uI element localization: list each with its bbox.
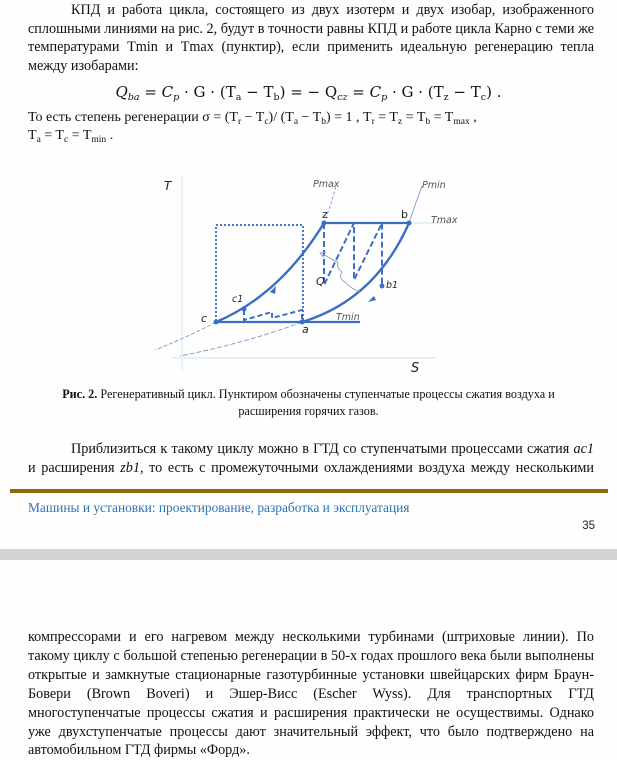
text-span: Приблизиться к такому циклу можно в ГТД со ступенчатыми процессами сжатия bbox=[71, 441, 574, 457]
formula-sub: c bbox=[480, 92, 487, 103]
formula-part: C bbox=[161, 83, 174, 101]
formula-part: · G · (T bbox=[179, 83, 236, 101]
text-line: температурами Tmin и Tmax (пунктир), если применить идеальную регенерацию тепла bbox=[28, 39, 594, 56]
text-line: уже двухступенчатые процессы дают значительный эффект, что было подтверждено на bbox=[28, 723, 594, 740]
eq-sub: r bbox=[371, 117, 375, 127]
point-b-dot bbox=[407, 221, 412, 226]
axis-label-s: S bbox=[411, 361, 420, 376]
formula-part: Q bbox=[115, 83, 128, 101]
text-line: многоступенчатые процессы сжатия и расширения практически не осуществимы. Однако bbox=[28, 704, 594, 721]
eq-sub: a bbox=[293, 117, 299, 127]
text-line: такому циклу с большой степенью регенерации в 50-х годах прошлого века были выполнены bbox=[28, 647, 594, 664]
eq-text: )/ (T bbox=[268, 110, 294, 125]
eq-text: То есть степень регенерации σ = (T bbox=[28, 110, 238, 125]
formula-part: · G · (T bbox=[387, 83, 444, 101]
eq-sub: c bbox=[63, 135, 69, 145]
text-line bbox=[28, 440, 594, 459]
eq-text: = T bbox=[40, 128, 64, 143]
formula-part: − T bbox=[448, 83, 481, 101]
formula-sub: z bbox=[443, 92, 449, 103]
formula-part: ) = − Q bbox=[279, 83, 338, 101]
point-z-dot bbox=[322, 221, 327, 226]
formula-sub: p bbox=[173, 92, 180, 103]
text-line: между изобарами: bbox=[28, 57, 139, 74]
formula-part: = bbox=[139, 83, 162, 101]
min-temperature-line bbox=[28, 127, 113, 145]
label-pmin: Pmin bbox=[422, 180, 446, 191]
text-line: Бовери (Brown Boveri) и Эшер-Висс (Escher Wyss). Для транспортных ГТД bbox=[28, 685, 594, 702]
page-separator bbox=[0, 549, 617, 560]
eq-sub: a bbox=[36, 135, 41, 145]
formula-sub: p bbox=[381, 92, 388, 103]
ts-diagram-svg bbox=[150, 170, 470, 385]
label-point-c: c bbox=[201, 312, 208, 325]
eq-text: T bbox=[28, 128, 37, 143]
label-point-z: z bbox=[322, 208, 328, 221]
italic-term: ac1 bbox=[573, 441, 594, 457]
label-point-b1: b1 bbox=[386, 280, 399, 291]
staged-expansion-dashed bbox=[324, 223, 382, 285]
formula-part: − T bbox=[241, 83, 274, 101]
label-tmax: Tmax bbox=[431, 215, 458, 226]
page2-paragraph bbox=[28, 628, 594, 760]
eq-text: = T bbox=[68, 128, 92, 143]
formula-part: C bbox=[369, 83, 382, 101]
eq-text: = T bbox=[402, 110, 426, 125]
ts-diagram-figure bbox=[150, 170, 470, 385]
pmin-isobar-curve bbox=[302, 223, 409, 322]
paragraph-2 bbox=[28, 440, 594, 477]
eq-sub: b bbox=[425, 117, 431, 127]
label-point-a: a bbox=[302, 323, 309, 336]
axis-label-t: T bbox=[164, 179, 172, 193]
label-point-c1: c1 bbox=[232, 294, 244, 305]
eq-sub: max bbox=[453, 117, 470, 127]
formula-sub: ba bbox=[127, 92, 140, 103]
pmax-isobar-thin-lower bbox=[155, 322, 216, 350]
eq-sub: min bbox=[91, 135, 107, 145]
eq-sub: z bbox=[397, 117, 403, 127]
regeneration-degree-line bbox=[28, 109, 477, 127]
eq-text: . bbox=[106, 128, 114, 143]
formula-part: = bbox=[347, 83, 370, 101]
pmax-isobar-curve bbox=[216, 223, 324, 322]
formula-sub: b bbox=[273, 92, 280, 103]
italic-term: zb1 bbox=[120, 459, 140, 476]
figure-caption bbox=[60, 386, 557, 419]
eq-text: = T bbox=[430, 110, 454, 125]
text-span: и расширения bbox=[28, 459, 121, 476]
eq-text: , bbox=[469, 110, 477, 125]
caption-label: Рис. 2. bbox=[62, 387, 98, 401]
label-tmin: Tmin bbox=[336, 312, 360, 323]
pmin-isobar-thin-lower bbox=[180, 322, 302, 356]
formula-part: ) . bbox=[486, 83, 502, 101]
direction-arrow-pmin bbox=[368, 296, 376, 302]
eq-text: ) = 1 , T bbox=[325, 110, 372, 125]
text-line: сплошными линиями на рис. 2, будут в точности равны КПД и работе цикла Карно с теми же bbox=[28, 20, 594, 37]
text-line bbox=[28, 459, 594, 478]
label-pmax: Pmax bbox=[313, 179, 340, 190]
text-line: компрессорами и его нагревом между несколькими турбинами (штриховые линии). По bbox=[28, 629, 594, 645]
point-b1-dot bbox=[380, 284, 385, 289]
staged-compression-dashed bbox=[244, 310, 302, 322]
eq-sub: b bbox=[321, 117, 326, 127]
point-c-dot bbox=[214, 320, 219, 325]
document-page-36 bbox=[0, 560, 617, 759]
eq-text: − T bbox=[241, 110, 265, 125]
formula-sub: a bbox=[235, 92, 242, 103]
footer-rule bbox=[10, 489, 608, 493]
formula-sub: cz bbox=[337, 92, 348, 103]
carnot-cycle-dotted-rect bbox=[216, 225, 303, 322]
journal-title: Машины и установки: проектирование, разработка и эксплуатация bbox=[28, 500, 410, 515]
regeneration-formula bbox=[0, 83, 617, 101]
text-line: открытые и замкнутые стационарные газотурбинные установки швейцарских фирм Браун- bbox=[28, 666, 594, 683]
text-span: , то есть с промежуточными охлаждениями воздуха между несколькими bbox=[139, 459, 594, 476]
page-number: 35 bbox=[582, 520, 595, 532]
eq-text: = T bbox=[374, 110, 398, 125]
text-line: автомобильном ГТД фирмы «Форд». bbox=[28, 742, 250, 759]
label-point-b: b bbox=[401, 208, 408, 221]
intro-paragraph bbox=[28, 1, 594, 75]
eq-text: − T bbox=[298, 110, 322, 125]
eq-sub: r bbox=[237, 117, 242, 127]
label-heat-q: Q bbox=[316, 275, 325, 288]
pmin-isobar-thin-upper bbox=[409, 186, 422, 223]
text-line: КПД и работа цикла, состоящего из двух изотерм и двух изобар, изображенного bbox=[71, 2, 594, 18]
caption-text: Регенеративный цикл. Пунктиром обозначены ступенчатые процессы сжатия воздуха и расширения горячих газов. bbox=[97, 387, 555, 418]
eq-sub: c bbox=[264, 117, 269, 127]
point-c1-dot bbox=[242, 307, 247, 312]
